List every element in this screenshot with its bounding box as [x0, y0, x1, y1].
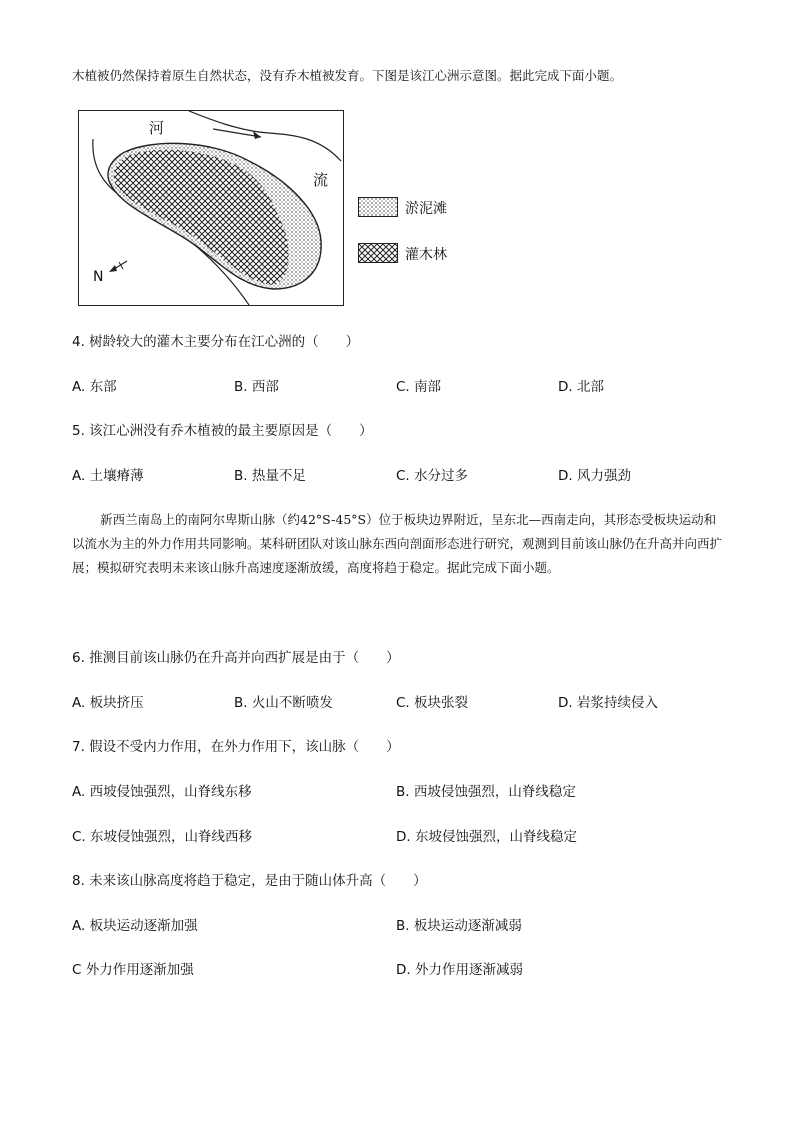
question-8-option-c[interactable]: C 外力作用逐渐加强: [72, 962, 194, 978]
map-label-he: 河: [149, 119, 165, 137]
question-6-option-a[interactable]: A. 板块挤压: [72, 695, 144, 711]
question-6-stem: 6. 推测目前该山脉仍在升高并向西扩展是由于（ ）: [72, 650, 400, 666]
question-8-option-d[interactable]: D. 外力作用逐渐减弱: [396, 962, 523, 978]
question-7-option-c[interactable]: C. 东坡侵蚀强烈，山脊线西移: [72, 829, 253, 845]
question-6-option-b[interactable]: B. 火山不断喷发: [234, 695, 333, 711]
question-4-option-c[interactable]: C. 南部: [396, 379, 442, 395]
legend-shrub-label: 灌木林: [405, 247, 447, 263]
question-5-option-b[interactable]: B. 热量不足: [234, 468, 306, 484]
question-7-stem: 7. 假设不受内力作用，在外力作用下，该山脉（ ）: [72, 739, 400, 755]
river-island-map: [78, 110, 344, 306]
intro-text: 木植被仍然保持着原生自然状态，没有乔木植被发育。下图是该江心洲示意图。据此完成下面小题。: [72, 68, 623, 83]
question-6-option-d[interactable]: D. 岩浆持续侵入: [558, 695, 658, 711]
question-8-stem: 8. 未来该山脉高度将趋于稳定，是由于随山体升高（ ）: [72, 873, 427, 889]
question-5-option-c[interactable]: C. 水分过多: [396, 468, 469, 484]
passage-text: 新西兰南岛上的南阿尔卑斯山脉（约42°S-45°S）位于板块边界附近，呈东北—西南走向，其形态受板块运动和以流水为主的外力作用共同影响。某科研团队对该山脉东西向剖面形态进行研究，观测到目前该山脉仍在升高并向西扩展；模拟研究表明未来该山脉升高速度逐渐放缓，高度将趋于稳定。据此完成下面小题。: [72, 512, 723, 575]
legend-shrub-swatch: [358, 243, 398, 263]
question-7-option-b[interactable]: B. 西坡侵蚀强烈，山脊线稳定: [396, 784, 576, 800]
question-8-option-a[interactable]: A. 板块运动逐渐加强: [72, 918, 198, 934]
question-4-option-a[interactable]: A. 东部: [72, 379, 117, 395]
question-6-option-c[interactable]: C. 板块张裂: [396, 695, 469, 711]
map-label-liu: 流: [313, 171, 329, 189]
question-7-option-d[interactable]: D. 东坡侵蚀强烈，山脊线稳定: [396, 829, 577, 845]
question-8-option-b[interactable]: B. 板块运动逐渐减弱: [396, 918, 522, 934]
map-label-north: N: [93, 269, 104, 285]
legend-mudflat-swatch: [358, 197, 398, 217]
question-5-stem: 5. 该江心洲没有乔木植被的最主要原因是（ ）: [72, 423, 373, 439]
question-7-option-a[interactable]: A. 西坡侵蚀强烈，山脊线东移: [72, 784, 252, 800]
question-4-option-d[interactable]: D. 北部: [558, 379, 604, 395]
map-drawing: [79, 111, 343, 305]
question-5-option-d[interactable]: D. 风力强劲: [558, 468, 631, 484]
question-5-option-a[interactable]: A. 土壤瘠薄: [72, 468, 144, 484]
question-4-stem: 4. 树龄较大的灌木主要分布在江心洲的（ ）: [72, 334, 360, 350]
legend-mudflat-label: 淤泥滩: [405, 201, 447, 217]
question-4-option-b[interactable]: B. 西部: [234, 379, 279, 395]
north-arrowhead: [109, 265, 117, 272]
